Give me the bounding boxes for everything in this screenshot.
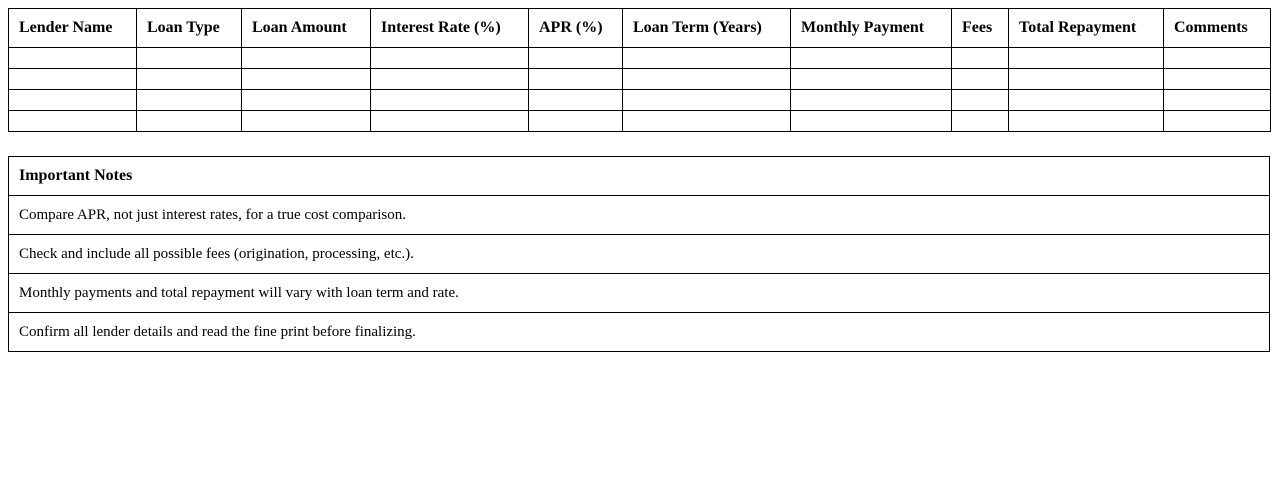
table-cell[interactable]: [1164, 69, 1271, 90]
table-cell[interactable]: [529, 90, 623, 111]
column-header-apr: APR (%): [529, 9, 623, 48]
table-cell[interactable]: [1009, 90, 1164, 111]
table-cell[interactable]: [371, 111, 529, 132]
table-cell[interactable]: [791, 90, 952, 111]
note-row: [9, 274, 1270, 313]
table-cell[interactable]: [623, 111, 791, 132]
table-cell[interactable]: [1009, 111, 1164, 132]
notes-title: Important Notes: [9, 157, 1270, 196]
table-cell[interactable]: [952, 48, 1009, 69]
table-cell[interactable]: [242, 90, 371, 111]
note-row: [9, 313, 1270, 352]
column-header-monthly-payment: Monthly Payment: [791, 9, 952, 48]
column-header-lender-name: Lender Name: [9, 9, 137, 48]
table-cell[interactable]: [137, 111, 242, 132]
table-cell[interactable]: [952, 90, 1009, 111]
table-cell[interactable]: [623, 48, 791, 69]
table-cell[interactable]: [1164, 111, 1271, 132]
column-header-fees: Fees: [952, 9, 1009, 48]
table-row: [9, 111, 1271, 132]
table-cell[interactable]: [371, 69, 529, 90]
table-cell[interactable]: [242, 111, 371, 132]
table-cell[interactable]: [9, 48, 137, 69]
table-cell[interactable]: [242, 48, 371, 69]
note-item: Compare APR, not just interest rates, for a true cost comparison.: [9, 196, 1270, 235]
table-cell[interactable]: [791, 69, 952, 90]
table-cell[interactable]: [529, 111, 623, 132]
column-header-loan-type: Loan Type: [137, 9, 242, 48]
note-item: Check and include all possible fees (origination, processing, etc.).: [9, 235, 1270, 274]
table-cell[interactable]: [371, 48, 529, 69]
table-cell[interactable]: [791, 48, 952, 69]
table-cell[interactable]: [9, 90, 137, 111]
column-header-loan-term: Loan Term (Years): [623, 9, 791, 48]
column-header-interest-rate: Interest Rate (%): [371, 9, 529, 48]
table-cell[interactable]: [529, 69, 623, 90]
table-cell[interactable]: [137, 69, 242, 90]
table-row: [9, 48, 1271, 69]
table-row: [9, 69, 1271, 90]
notes-title-row: [9, 157, 1270, 196]
table-cell[interactable]: [242, 69, 371, 90]
table-cell[interactable]: [623, 90, 791, 111]
table-header-row: [9, 9, 1271, 48]
table-cell[interactable]: [137, 48, 242, 69]
table-cell[interactable]: [137, 90, 242, 111]
table-cell[interactable]: [1164, 48, 1271, 69]
column-header-total-repayment: Total Repayment: [1009, 9, 1164, 48]
table-row: [9, 90, 1271, 111]
column-header-loan-amount: Loan Amount: [242, 9, 371, 48]
note-row: [9, 235, 1270, 274]
column-header-comments: Comments: [1164, 9, 1271, 48]
loan-comparison-table: [8, 8, 1271, 132]
note-row: [9, 196, 1270, 235]
table-cell[interactable]: [952, 111, 1009, 132]
table-cell[interactable]: [9, 111, 137, 132]
table-cell[interactable]: [1009, 69, 1164, 90]
table-cell[interactable]: [9, 69, 137, 90]
table-cell[interactable]: [1164, 90, 1271, 111]
note-item: Monthly payments and total repayment will vary with loan term and rate.: [9, 274, 1270, 313]
table-cell[interactable]: [371, 90, 529, 111]
note-item: Confirm all lender details and read the fine print before finalizing.: [9, 313, 1270, 352]
table-cell[interactable]: [952, 69, 1009, 90]
table-cell[interactable]: [623, 69, 791, 90]
table-cell[interactable]: [1009, 48, 1164, 69]
table-cell[interactable]: [529, 48, 623, 69]
important-notes-table: [8, 156, 1270, 352]
table-cell[interactable]: [791, 111, 952, 132]
